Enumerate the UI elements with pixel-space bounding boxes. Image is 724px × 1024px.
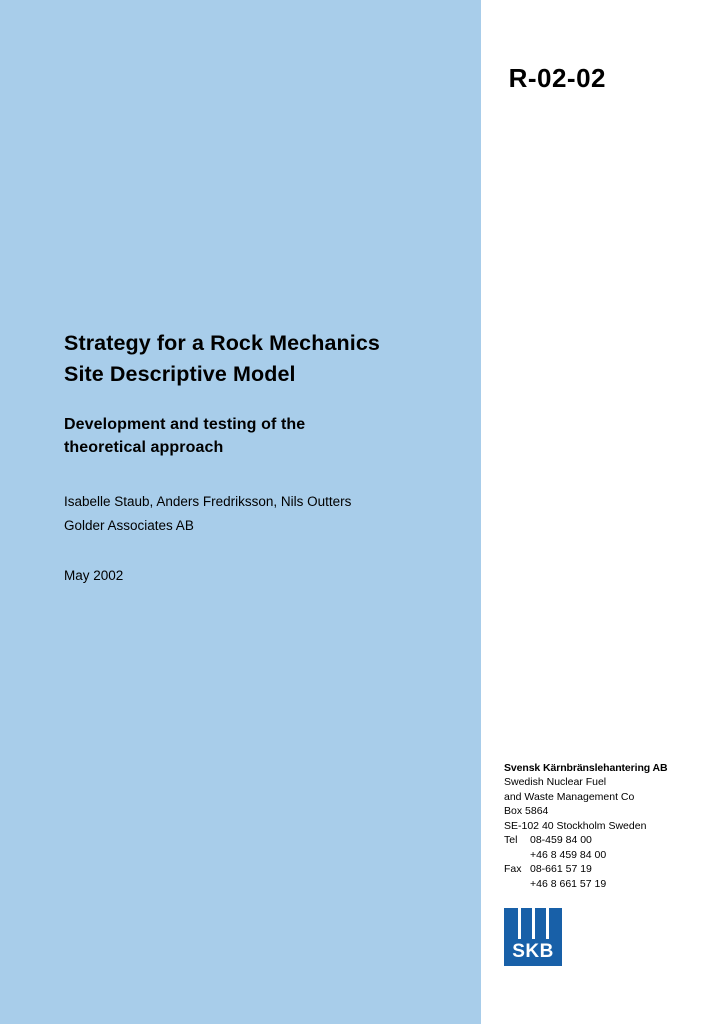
page-subtitle-line-2: theoretical approach — [64, 439, 224, 457]
logo-bar-2 — [532, 908, 535, 939]
publisher-city-address: SE-102 40 Stockholm Sweden — [504, 819, 647, 832]
fax-label: Fax — [504, 863, 522, 876]
logo-text: SKB — [512, 941, 554, 962]
publisher-info — [504, 761, 714, 891]
publisher-fax-row — [504, 862, 714, 876]
fax-value: 08-661 57 19 — [530, 863, 592, 876]
publisher-line-2: and Waste Management Co — [504, 790, 635, 803]
page-subtitle — [64, 413, 464, 459]
telephone-value: 08-459 84 00 — [530, 834, 592, 847]
authors-block — [64, 490, 464, 537]
page-title — [64, 328, 464, 389]
authors-list: Isabelle Staub, Anders Fredriksson, Nils Outters — [64, 494, 352, 509]
publication-date: May 2002 — [64, 568, 124, 583]
fax-international: +46 8 661 57 19 — [530, 877, 607, 890]
page-subtitle-line-1: Development and testing of the — [64, 416, 306, 434]
logo-bar-3 — [546, 908, 549, 939]
logo-bar-1 — [518, 908, 521, 939]
page-title-line-1: Strategy for a Rock Mechanics — [64, 331, 380, 355]
page-title-line-2: Site Descriptive Model — [64, 361, 296, 386]
telephone-label: Tel — [504, 834, 518, 847]
publisher-box-address: Box 5864 — [504, 805, 549, 818]
skb-logo — [504, 908, 562, 966]
author-affiliation: Golder Associates AB — [64, 517, 194, 533]
publisher-telephone-row — [504, 833, 714, 847]
publisher-org-name: Svensk Kärnbränslehantering AB — [504, 762, 668, 774]
title-block — [64, 328, 464, 459]
telephone-international: +46 8 459 84 00 — [530, 848, 607, 861]
report-number: R-02-02 — [508, 63, 606, 93]
publisher-line-1: Swedish Nuclear Fuel — [504, 776, 607, 789]
